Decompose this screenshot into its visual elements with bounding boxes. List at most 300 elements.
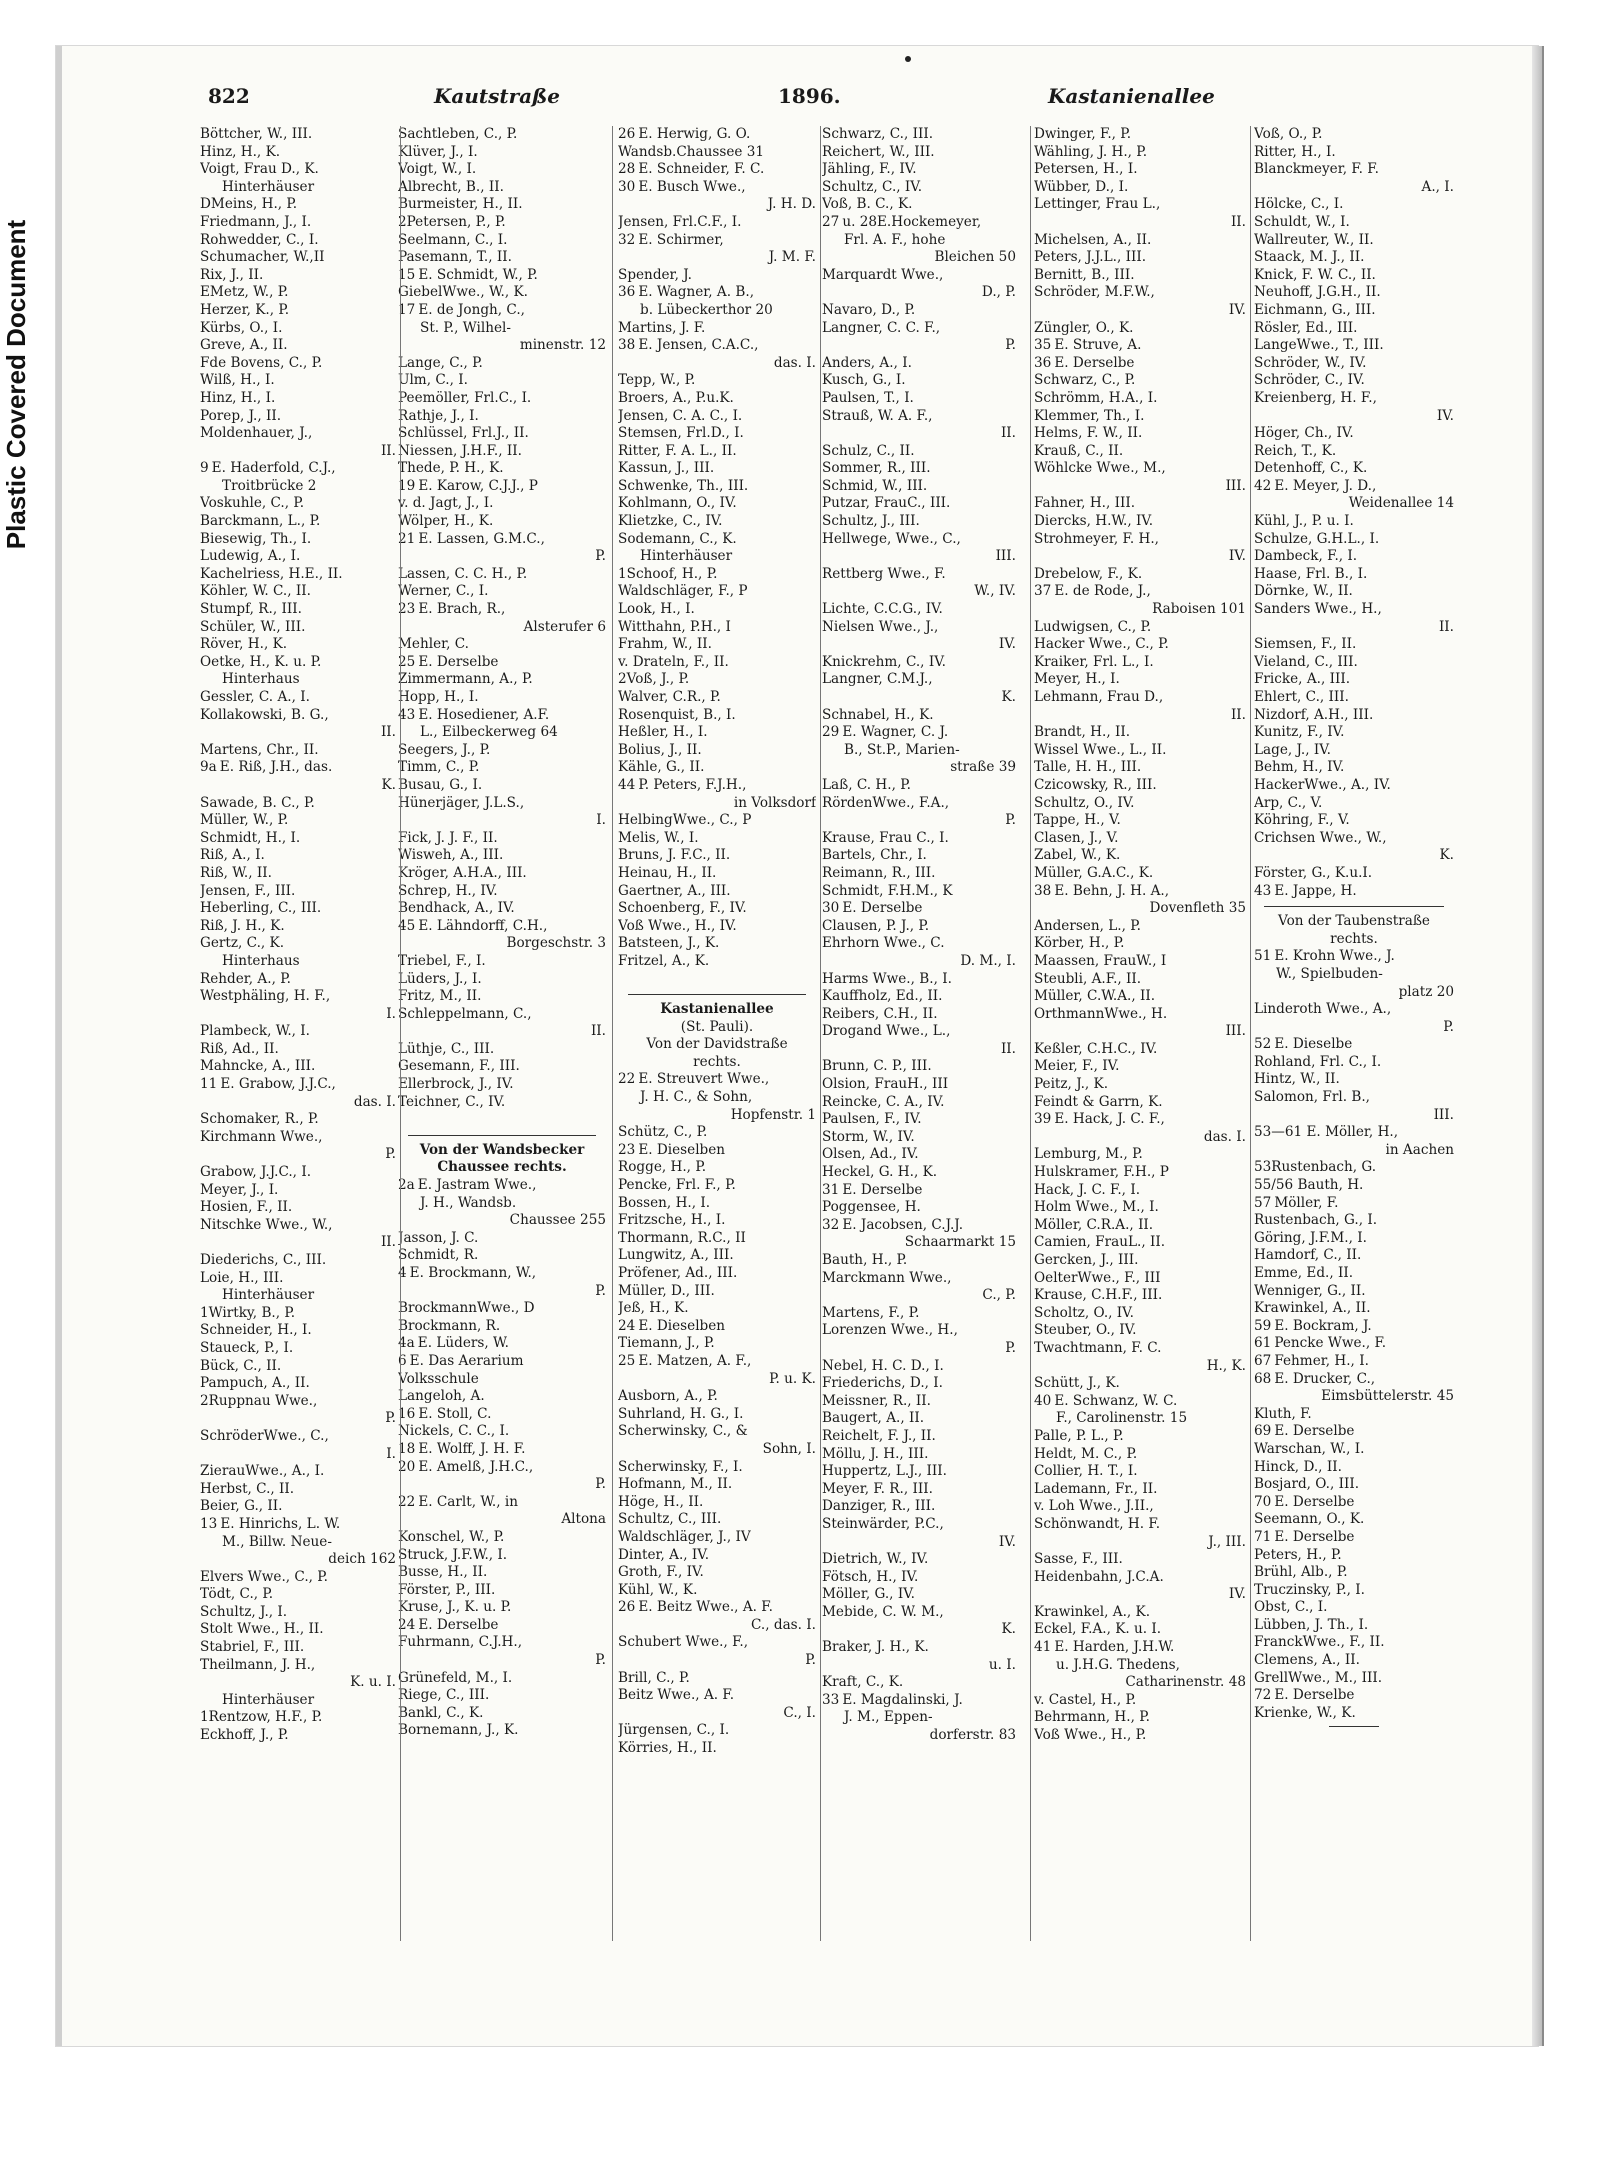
resident-entry <box>1254 1476 1454 1494</box>
resident-entry <box>1254 302 1454 320</box>
resident-entry <box>1254 724 1454 742</box>
entry-text: Friedmann, J., I. <box>200 213 312 230</box>
resident-entry <box>398 583 606 601</box>
entry-text: Schmidt, H., I. <box>200 829 301 846</box>
entry-text: Köhring, F., V. <box>1254 812 1350 829</box>
entry-text: Storm, W., IV. <box>822 1128 915 1145</box>
entry-text: Pasemann, T., II. <box>398 249 512 266</box>
entry-text: Witthahn, P.H., I <box>618 618 731 635</box>
resident-entry <box>618 1195 816 1213</box>
entry-text: Rohwedder, C., I. <box>200 231 319 248</box>
entry-text: Andersen, L., P. <box>1034 917 1141 934</box>
entry-text: Wübber, D., I. <box>1034 178 1129 195</box>
resident-entry <box>822 865 1016 883</box>
entry-text: Kürbs, O., I. <box>200 319 283 336</box>
resident-entry <box>200 883 396 901</box>
entry-text: Krause, C.H.F., III. <box>1034 1287 1163 1304</box>
house-entry <box>398 531 606 549</box>
resident-entry <box>200 707 396 725</box>
resident-entry <box>1034 1340 1246 1358</box>
entry-text: Fritzel, A., K. <box>618 952 710 969</box>
entry-text: Schmidt, F.H.M., K <box>822 882 953 899</box>
entry-text: Hofmann, M., II. <box>618 1476 733 1493</box>
house-number: 36 <box>1034 354 1052 371</box>
entry-text: Palle, P. L., P. <box>1034 1427 1124 1444</box>
entry-text: E. Hinrichs, L. W. <box>220 1515 341 1532</box>
resident-entry <box>200 126 396 144</box>
page-edge <box>1532 46 1542 2046</box>
entry-text: Waldschläger, F., P <box>618 583 748 600</box>
entry-text: K. <box>1001 689 1016 705</box>
entry-text: Truczinsky, P., I. <box>1254 1581 1365 1598</box>
entry-continuation <box>398 724 606 742</box>
directory-column-3 <box>618 126 816 1946</box>
entry-text: Köhler, W. C., II. <box>200 583 311 600</box>
resident-entry <box>398 883 606 901</box>
house-entry <box>398 918 606 936</box>
resident-entry <box>822 883 1016 901</box>
entry-continuation <box>200 724 396 742</box>
entry-text: Emme, Ed., II. <box>1254 1265 1354 1281</box>
entry-continuation <box>398 935 606 953</box>
directory-column-4 <box>822 126 1016 1946</box>
entry-text: IV. <box>1228 548 1246 565</box>
entry-continuation <box>822 425 1016 443</box>
entry-continuation <box>618 1652 816 1670</box>
resident-entry <box>822 302 1016 320</box>
resident-entry <box>618 1423 816 1441</box>
resident-entry <box>200 935 396 953</box>
entry-continuation <box>1254 984 1454 1002</box>
entry-text: Beitz Wwe., A. F. <box>618 1687 735 1704</box>
house-entry <box>1034 883 1246 901</box>
entry-text: E. Derselbe <box>418 1616 499 1633</box>
resident-entry <box>1034 232 1246 250</box>
resident-entry <box>618 1722 816 1740</box>
entry-text: Eichmann, G., III. <box>1254 301 1376 318</box>
resident-entry <box>822 1322 1016 1340</box>
entry-text: E. Derselbe <box>418 653 499 670</box>
entry-text: Lüders, J., I. <box>398 970 482 987</box>
entry-text: das. I. <box>1203 1128 1246 1145</box>
resident-entry <box>1034 1164 1246 1182</box>
entry-continuation <box>1034 1534 1246 1552</box>
resident-entry <box>822 478 1016 496</box>
entry-text: 1Wirtky, B., P. <box>200 1304 296 1321</box>
resident-entry <box>1254 1459 1454 1477</box>
resident-entry <box>200 812 396 830</box>
house-number: 32 <box>822 1216 840 1233</box>
entry-text: Nitschke Wwe., W., <box>200 1216 333 1233</box>
house-entry <box>1254 1529 1454 1547</box>
entry-text: E. de Jongh, C., <box>418 301 525 318</box>
entry-text: II. <box>1000 425 1016 442</box>
house-number: 38 <box>1034 882 1052 899</box>
entry-text: Gesemann, F., III. <box>398 1058 520 1075</box>
entry-text: Fehmer, H., I. <box>1274 1352 1369 1369</box>
entry-text: Scholtz, O., IV. <box>1034 1304 1134 1321</box>
entry-text: E. Grabow, J.J.C., <box>220 1076 336 1093</box>
resident-entry <box>398 355 606 373</box>
entry-continuation <box>1034 707 1246 725</box>
entry-text: E. Wagner, A. B., <box>638 284 755 301</box>
entry-text: Look, H., I. <box>618 601 695 618</box>
entry-text: Kraft, C., K. <box>822 1674 904 1691</box>
entry-text: III. <box>1225 1023 1246 1040</box>
resident-entry <box>822 1076 1016 1094</box>
resident-entry <box>1254 161 1454 179</box>
house-number: 71 <box>1254 1528 1272 1545</box>
entry-text: Hinz, H., I. <box>200 389 276 406</box>
entry-text: Marckmann Wwe., <box>822 1269 952 1286</box>
house-entry <box>398 707 606 725</box>
house-entry <box>398 1494 606 1512</box>
resident-entry <box>1034 1446 1246 1464</box>
entry-continuation <box>200 179 396 197</box>
entry-text: J. M., Eppen- <box>844 1709 933 1726</box>
resident-entry <box>1254 1071 1454 1089</box>
entry-text: Lassen, C. C. H., P. <box>398 565 528 582</box>
resident-entry <box>398 161 606 179</box>
resident-entry <box>1034 1058 1246 1076</box>
house-number: 33 <box>822 1691 840 1708</box>
entry-text: Voß Wwe., H., IV. <box>618 917 737 934</box>
resident-entry <box>398 284 606 302</box>
section-subheading: rechts. <box>693 1053 741 1070</box>
resident-entry <box>200 1252 396 1270</box>
entry-text: v. Loh Wwe., J.II., <box>1034 1498 1154 1515</box>
entry-text: Ausborn, A., P. <box>618 1388 718 1405</box>
entry-text: E. Das Aerarium <box>409 1352 524 1369</box>
resident-entry <box>618 812 816 830</box>
resident-entry <box>1254 1054 1454 1072</box>
entry-text: Timm, C., P. <box>398 759 480 776</box>
entry-text: Schütz, C., P. <box>618 1124 708 1141</box>
resident-entry <box>398 1547 606 1565</box>
entry-text: P. <box>595 1476 606 1493</box>
resident-entry <box>1034 1498 1246 1516</box>
entry-continuation <box>1254 495 1454 513</box>
entry-text: Wöhlcke Wwe., M., <box>1034 460 1166 477</box>
house-number: 4a <box>398 1335 415 1352</box>
entry-continuation <box>822 1657 1016 1675</box>
resident-entry <box>398 1423 606 1441</box>
resident-entry <box>1254 1089 1454 1107</box>
entry-text: Rehder, A., P. <box>200 970 291 987</box>
entry-text: Kachelriess, H.E., II. <box>200 565 343 582</box>
entry-text: Kluth, F. <box>1254 1405 1312 1422</box>
entry-text: Wähling, J. H., P. <box>1034 143 1148 160</box>
entry-text: 2Petersen, P., P. <box>398 213 506 230</box>
resident-entry <box>1254 601 1454 619</box>
entry-text: Kreienberg, H. F., <box>1254 389 1377 406</box>
resident-entry <box>200 249 396 267</box>
entry-continuation <box>200 671 396 689</box>
entry-text: Schrömm, H.A., I. <box>1034 389 1158 406</box>
entry-text: Drebelow, F., K. <box>1034 565 1143 582</box>
entry-text: Ludewig, A., I. <box>200 548 301 565</box>
entry-text: Linderoth Wwe., A., <box>1254 1001 1392 1018</box>
resident-entry <box>1254 531 1454 549</box>
resident-entry <box>822 495 1016 513</box>
entry-text: A., I. <box>1421 178 1454 195</box>
entry-continuation <box>822 636 1016 654</box>
entry-text: Hinterhäuser <box>222 178 315 195</box>
entry-text: Harms Wwe., B., I. <box>822 970 952 987</box>
entry-continuation <box>822 689 1016 707</box>
entry-text: Heldt, M. C., P. <box>1034 1445 1138 1462</box>
entry-text: Zabel, W., K. <box>1034 847 1121 864</box>
entry-text: Fritzsche, H., I. <box>618 1212 726 1229</box>
entry-text: C., das. I. <box>751 1616 816 1633</box>
entry-text: Steubli, A.F., II. <box>1034 970 1142 987</box>
entry-continuation <box>200 1674 396 1692</box>
spacer <box>398 1111 606 1129</box>
entry-text: E. Hack, J. C. F., <box>1054 1111 1165 1128</box>
resident-entry <box>398 390 606 408</box>
resident-entry <box>200 390 396 408</box>
entry-text: E. Derselbe <box>1274 1528 1355 1545</box>
resident-entry <box>618 601 816 619</box>
entry-text: Förster, P., III. <box>398 1581 496 1598</box>
resident-entry <box>618 1740 816 1758</box>
resident-entry <box>822 126 1016 144</box>
entry-text: E. Jacobsen, C.J.J. <box>842 1216 964 1233</box>
entry-text: P. <box>1005 812 1016 829</box>
entry-text: Röver, H., K. <box>200 636 288 653</box>
resident-entry <box>822 1551 1016 1569</box>
entry-continuation <box>1034 302 1246 320</box>
resident-entry <box>618 689 816 707</box>
resident-entry <box>618 460 816 478</box>
entry-text: Theilmann, J. H., <box>200 1656 316 1673</box>
entry-text: Zimmermann, A., P. <box>398 671 533 688</box>
entry-text: Wissel Wwe., L., II. <box>1034 741 1167 758</box>
entry-text: Catharinenstr. 48 <box>1125 1674 1246 1691</box>
entry-text: Voß, O., P. <box>1254 126 1323 142</box>
entry-text: E. Amelß, J.H.C., <box>418 1458 534 1475</box>
house-number: 17 <box>398 301 416 318</box>
entry-text: II. <box>380 1234 396 1251</box>
entry-text: K. <box>1439 847 1454 864</box>
entry-text: Lungwitz, A., III. <box>618 1247 734 1264</box>
resident-entry <box>1254 513 1454 531</box>
entry-text: Loie, H., III. <box>200 1269 284 1286</box>
entry-text: Fricke, A., III. <box>1254 671 1351 688</box>
house-entry <box>822 900 1016 918</box>
resident-entry <box>822 443 1016 461</box>
resident-entry <box>1034 1692 1246 1710</box>
entry-text: Hamdorf, C., II. <box>1254 1247 1362 1264</box>
resident-entry <box>200 1727 396 1745</box>
entry-text: E. Dieselben <box>638 1317 726 1334</box>
house-entry <box>618 126 816 144</box>
resident-entry <box>1034 1094 1246 1112</box>
resident-entry <box>200 1498 396 1516</box>
entry-text: Brandt, H., II. <box>1034 724 1131 741</box>
entry-text: Jensen, Frl.C.F., I. <box>618 213 742 230</box>
entry-text: Kohlmann, O., IV. <box>618 495 737 512</box>
entry-continuation <box>200 1410 396 1428</box>
entry-text: E. Wagner, C. J. <box>842 724 949 741</box>
entry-text: Schumacher, W.,II <box>200 249 325 266</box>
house-entry <box>1254 1423 1454 1441</box>
resident-entry <box>1034 1252 1246 1270</box>
entry-continuation <box>398 1283 606 1301</box>
entry-continuation <box>1034 601 1246 619</box>
resident-entry <box>398 742 606 760</box>
resident-entry <box>618 1265 816 1283</box>
resident-entry <box>1254 759 1454 777</box>
resident-entry <box>822 1498 1016 1516</box>
resident-entry <box>1034 161 1246 179</box>
house-number: 11 <box>200 1076 218 1093</box>
resident-entry <box>1034 284 1246 302</box>
entry-continuation <box>822 1041 1016 1059</box>
house-number: 29 <box>822 724 840 741</box>
resident-entry <box>1034 1621 1246 1639</box>
resident-entry <box>398 1371 606 1389</box>
resident-entry <box>1034 372 1246 390</box>
entry-continuation <box>618 1089 816 1107</box>
resident-entry <box>1254 355 1454 373</box>
entry-text: Krawinkel, A., II. <box>1254 1300 1371 1317</box>
entry-text: Müller, G.A.C., K. <box>1034 864 1154 881</box>
resident-entry <box>398 1564 606 1582</box>
house-entry <box>398 1353 606 1371</box>
entry-text: E. Jappe, H. <box>1274 882 1357 899</box>
entry-continuation <box>822 1709 1016 1727</box>
resident-entry <box>618 759 816 777</box>
house-entry <box>822 1217 1016 1235</box>
house-entry <box>398 1459 606 1477</box>
resident-entry <box>822 1375 1016 1393</box>
entry-text: Klüver, J., I. <box>398 143 478 160</box>
entry-text: Staack, M. J., II. <box>1254 249 1365 266</box>
running-head-left: Kautstraße <box>434 84 561 108</box>
resident-entry <box>1034 1709 1246 1727</box>
house-number: 43 <box>1254 882 1272 899</box>
entry-continuation <box>398 320 606 338</box>
resident-entry <box>1254 566 1454 584</box>
resident-entry <box>618 1547 816 1565</box>
entry-text: E. Derselbe <box>842 1181 923 1198</box>
house-number: 26 <box>618 1599 636 1616</box>
entry-text: Tappe, H., V. <box>1034 812 1121 829</box>
entry-continuation <box>1254 408 1454 426</box>
resident-entry <box>1034 1146 1246 1164</box>
entry-text: Tiemann, J., P. <box>618 1335 715 1352</box>
entry-text: Gaertner, A., III. <box>618 882 731 899</box>
resident-entry <box>398 1388 606 1406</box>
entry-text: K. u. I. <box>350 1674 396 1691</box>
entry-text: Sawade, B. C., P. <box>200 794 315 811</box>
resident-entry <box>822 1446 1016 1464</box>
house-entry <box>618 284 816 302</box>
resident-entry <box>618 408 816 426</box>
resident-entry <box>1034 1217 1246 1235</box>
entry-text: Talle, H. H., III. <box>1034 759 1142 776</box>
entry-text: Waldschläger, J., IV <box>618 1528 751 1545</box>
entry-text: E. Stoll, C. <box>418 1405 492 1422</box>
entry-continuation <box>398 1511 606 1529</box>
entry-text: Czicowsky, R., III. <box>1034 776 1157 793</box>
resident-entry <box>200 1657 396 1675</box>
entry-text: IV. <box>1228 1586 1246 1603</box>
resident-entry <box>1034 1551 1246 1569</box>
resident-entry <box>822 1164 1016 1182</box>
entry-text: Navaro, D., P. <box>822 301 916 318</box>
entry-text: E. Dieselbe <box>1274 1036 1353 1053</box>
resident-entry <box>398 1076 606 1094</box>
entry-continuation <box>1034 1129 1246 1147</box>
resident-entry <box>1034 795 1246 813</box>
entry-text: das. I. <box>353 1093 396 1110</box>
entry-text: E. Struve, A. <box>1054 337 1142 354</box>
entry-text: E. Derselbe <box>1274 1493 1355 1510</box>
entry-text: Körber, H., P. <box>1034 935 1125 952</box>
entry-text: Porep, J., II. <box>200 407 282 424</box>
entry-text: Sachtleben, C., P. <box>398 126 518 142</box>
entry-text: Thede, P. H., K. <box>398 460 504 477</box>
entry-text: Kruse, J., K. u. P. <box>398 1599 512 1616</box>
entry-text: Schneider, H., I. <box>200 1322 312 1339</box>
entry-text: Staueck, P., I. <box>200 1339 294 1356</box>
resident-entry <box>618 883 816 901</box>
house-number: 25 <box>398 653 416 670</box>
entry-text: Lademann, Fr., II. <box>1034 1480 1158 1497</box>
entry-text: Dietrich, W., IV. <box>822 1551 929 1568</box>
entry-text: P. <box>1443 1018 1454 1035</box>
entry-continuation <box>1034 1023 1246 1041</box>
entry-text: Höger, Ch., IV. <box>1254 425 1354 442</box>
entry-text: Huppertz, L.J., III. <box>822 1463 947 1480</box>
resident-entry <box>822 372 1016 390</box>
entry-text: E. Jastram Wwe., <box>417 1177 537 1194</box>
resident-entry <box>1034 267 1246 285</box>
resident-entry <box>618 1230 816 1248</box>
resident-entry <box>200 214 396 232</box>
entry-text: Möllu, J. H., III. <box>822 1445 929 1462</box>
resident-entry <box>398 847 606 865</box>
resident-entry <box>618 1300 816 1318</box>
entry-text: HackerWwe., A., IV. <box>1254 776 1391 793</box>
resident-entry <box>1254 372 1454 390</box>
entry-text: Eckel, F.A., K. u. I. <box>1034 1621 1162 1638</box>
entry-text: Jeß, H., K. <box>618 1300 689 1317</box>
entry-text: Krause, Frau C., I. <box>822 829 949 846</box>
entry-continuation <box>1034 1674 1246 1692</box>
entry-text: Maassen, FrauW., I <box>1034 952 1167 969</box>
resident-entry <box>398 1529 606 1547</box>
resident-entry <box>618 1494 816 1512</box>
resident-entry <box>398 636 606 654</box>
resident-entry <box>822 707 1016 725</box>
entry-text: P. <box>595 1282 606 1299</box>
entry-text: Schrep, H., IV. <box>398 882 498 899</box>
entry-continuation <box>618 355 816 373</box>
entry-text: Tödt, C., P. <box>200 1586 274 1603</box>
entry-text: J. H. C., & Sohn, <box>640 1089 753 1106</box>
house-entry <box>1254 1335 1454 1353</box>
entry-text: Jensen, C. A. C., I. <box>618 407 743 424</box>
entry-text: Schwenke, Th., III. <box>618 477 749 494</box>
entry-continuation <box>618 302 816 320</box>
entry-continuation <box>200 1006 396 1024</box>
resident-entry <box>398 425 606 443</box>
resident-entry <box>1254 1001 1454 1019</box>
page-header <box>208 84 1268 114</box>
